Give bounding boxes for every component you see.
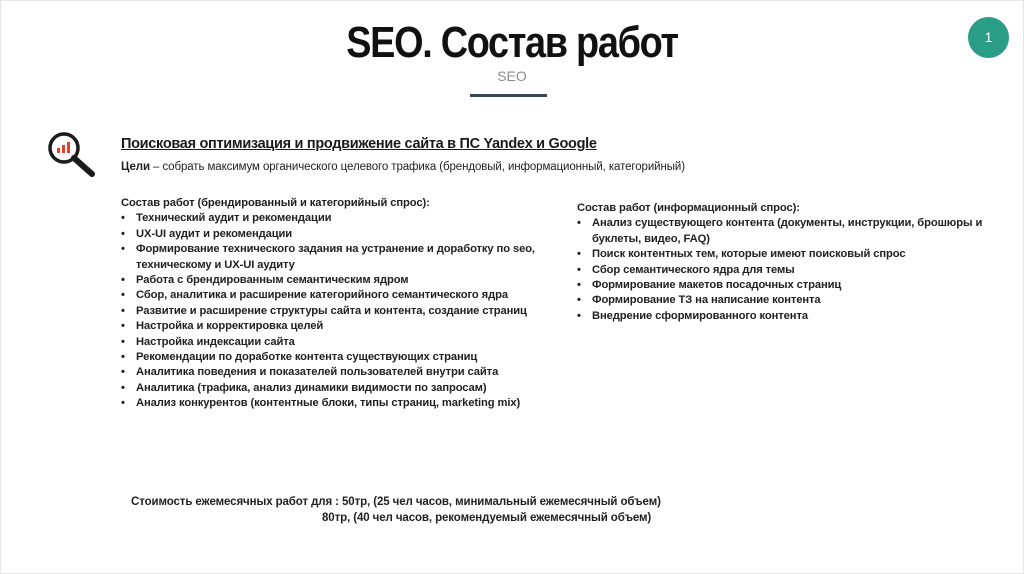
list-item: • Поиск контентных тем, которые имеют поисковый спрос (577, 247, 1022, 262)
list-item: • Аналитика поведения и показателей пользователей внутри сайта (121, 365, 541, 380)
branded-works-list (121, 211, 541, 411)
list-item: • Формирование технического задания на устранение и доработку по seo, техническому и UX-UI аудиту (121, 242, 541, 273)
list-item: • Анализ существующего контента (документы, инструкции, брошюры и буклеты, видео, FAQ) (577, 216, 1022, 247)
magnifier-chart-icon (46, 130, 98, 178)
page-title: SEO. Состав работ (346, 18, 678, 67)
goals-text: – собрать максимум органического целевого трафика (брендовый, информационный, категорийный) (149, 161, 685, 173)
list-item: • Сбор, аналитика и расширение категорийного семантического ядра (121, 288, 541, 303)
branded-works-title: Состав работ (брендированный и категорийный спрос): (121, 197, 430, 209)
list-item: • Анализ конкурентов (контентные блоки, типы страниц, marketing mix) (121, 396, 541, 411)
list-item: • Сбор семантического ядра для темы (577, 263, 1022, 278)
list-item: • Настройка и корректировка целей (121, 319, 541, 334)
list-item: • Работа с брендированным семантическим ядром (121, 273, 541, 288)
list-item: • Внедрение сформированного контента (577, 309, 1022, 324)
list-item: • Формирование ТЗ на написание контента (577, 293, 1022, 308)
section-heading: Поисковая оптимизация и продвижение сайта в ПС Yandex и Google (121, 136, 597, 152)
list-item: • Аналитика (трафика, анализ динамики видимости по запросам) (121, 381, 541, 396)
goals-line (121, 161, 685, 173)
informational-works-title: Состав работ (информационный спрос): (577, 202, 800, 214)
list-item: • Формирование макетов посадочных страниц (577, 278, 1022, 293)
list-item: • UX-UI аудит и рекомендации (121, 227, 541, 242)
list-item: • Технический аудит и рекомендации (121, 211, 541, 226)
page-number-badge: 1 (968, 17, 1009, 58)
branded-works-column (121, 196, 541, 412)
list-item: • Настройка индексации сайта (121, 335, 541, 350)
informational-works-column (577, 201, 1022, 324)
monthly-cost-block (131, 494, 661, 526)
goals-label: Цели (121, 161, 150, 173)
page-subtitle: SEO (497, 68, 527, 84)
informational-works-list (577, 216, 1022, 324)
cost-line-recommended: 80тр, (40 чел часов, рекомендуемый ежемесячный объем) (322, 512, 652, 524)
list-item: • Развитие и расширение структуры сайта и контента, создание страниц (121, 304, 541, 319)
title-underline-divider (470, 94, 547, 97)
cost-line-minimum: Стоимость ежемесячных работ для : 50тр, (25 чел часов, минимальный ежемесячный объем) (131, 496, 661, 508)
list-item: • Рекомендации по доработке контента существующих страниц (121, 350, 541, 365)
